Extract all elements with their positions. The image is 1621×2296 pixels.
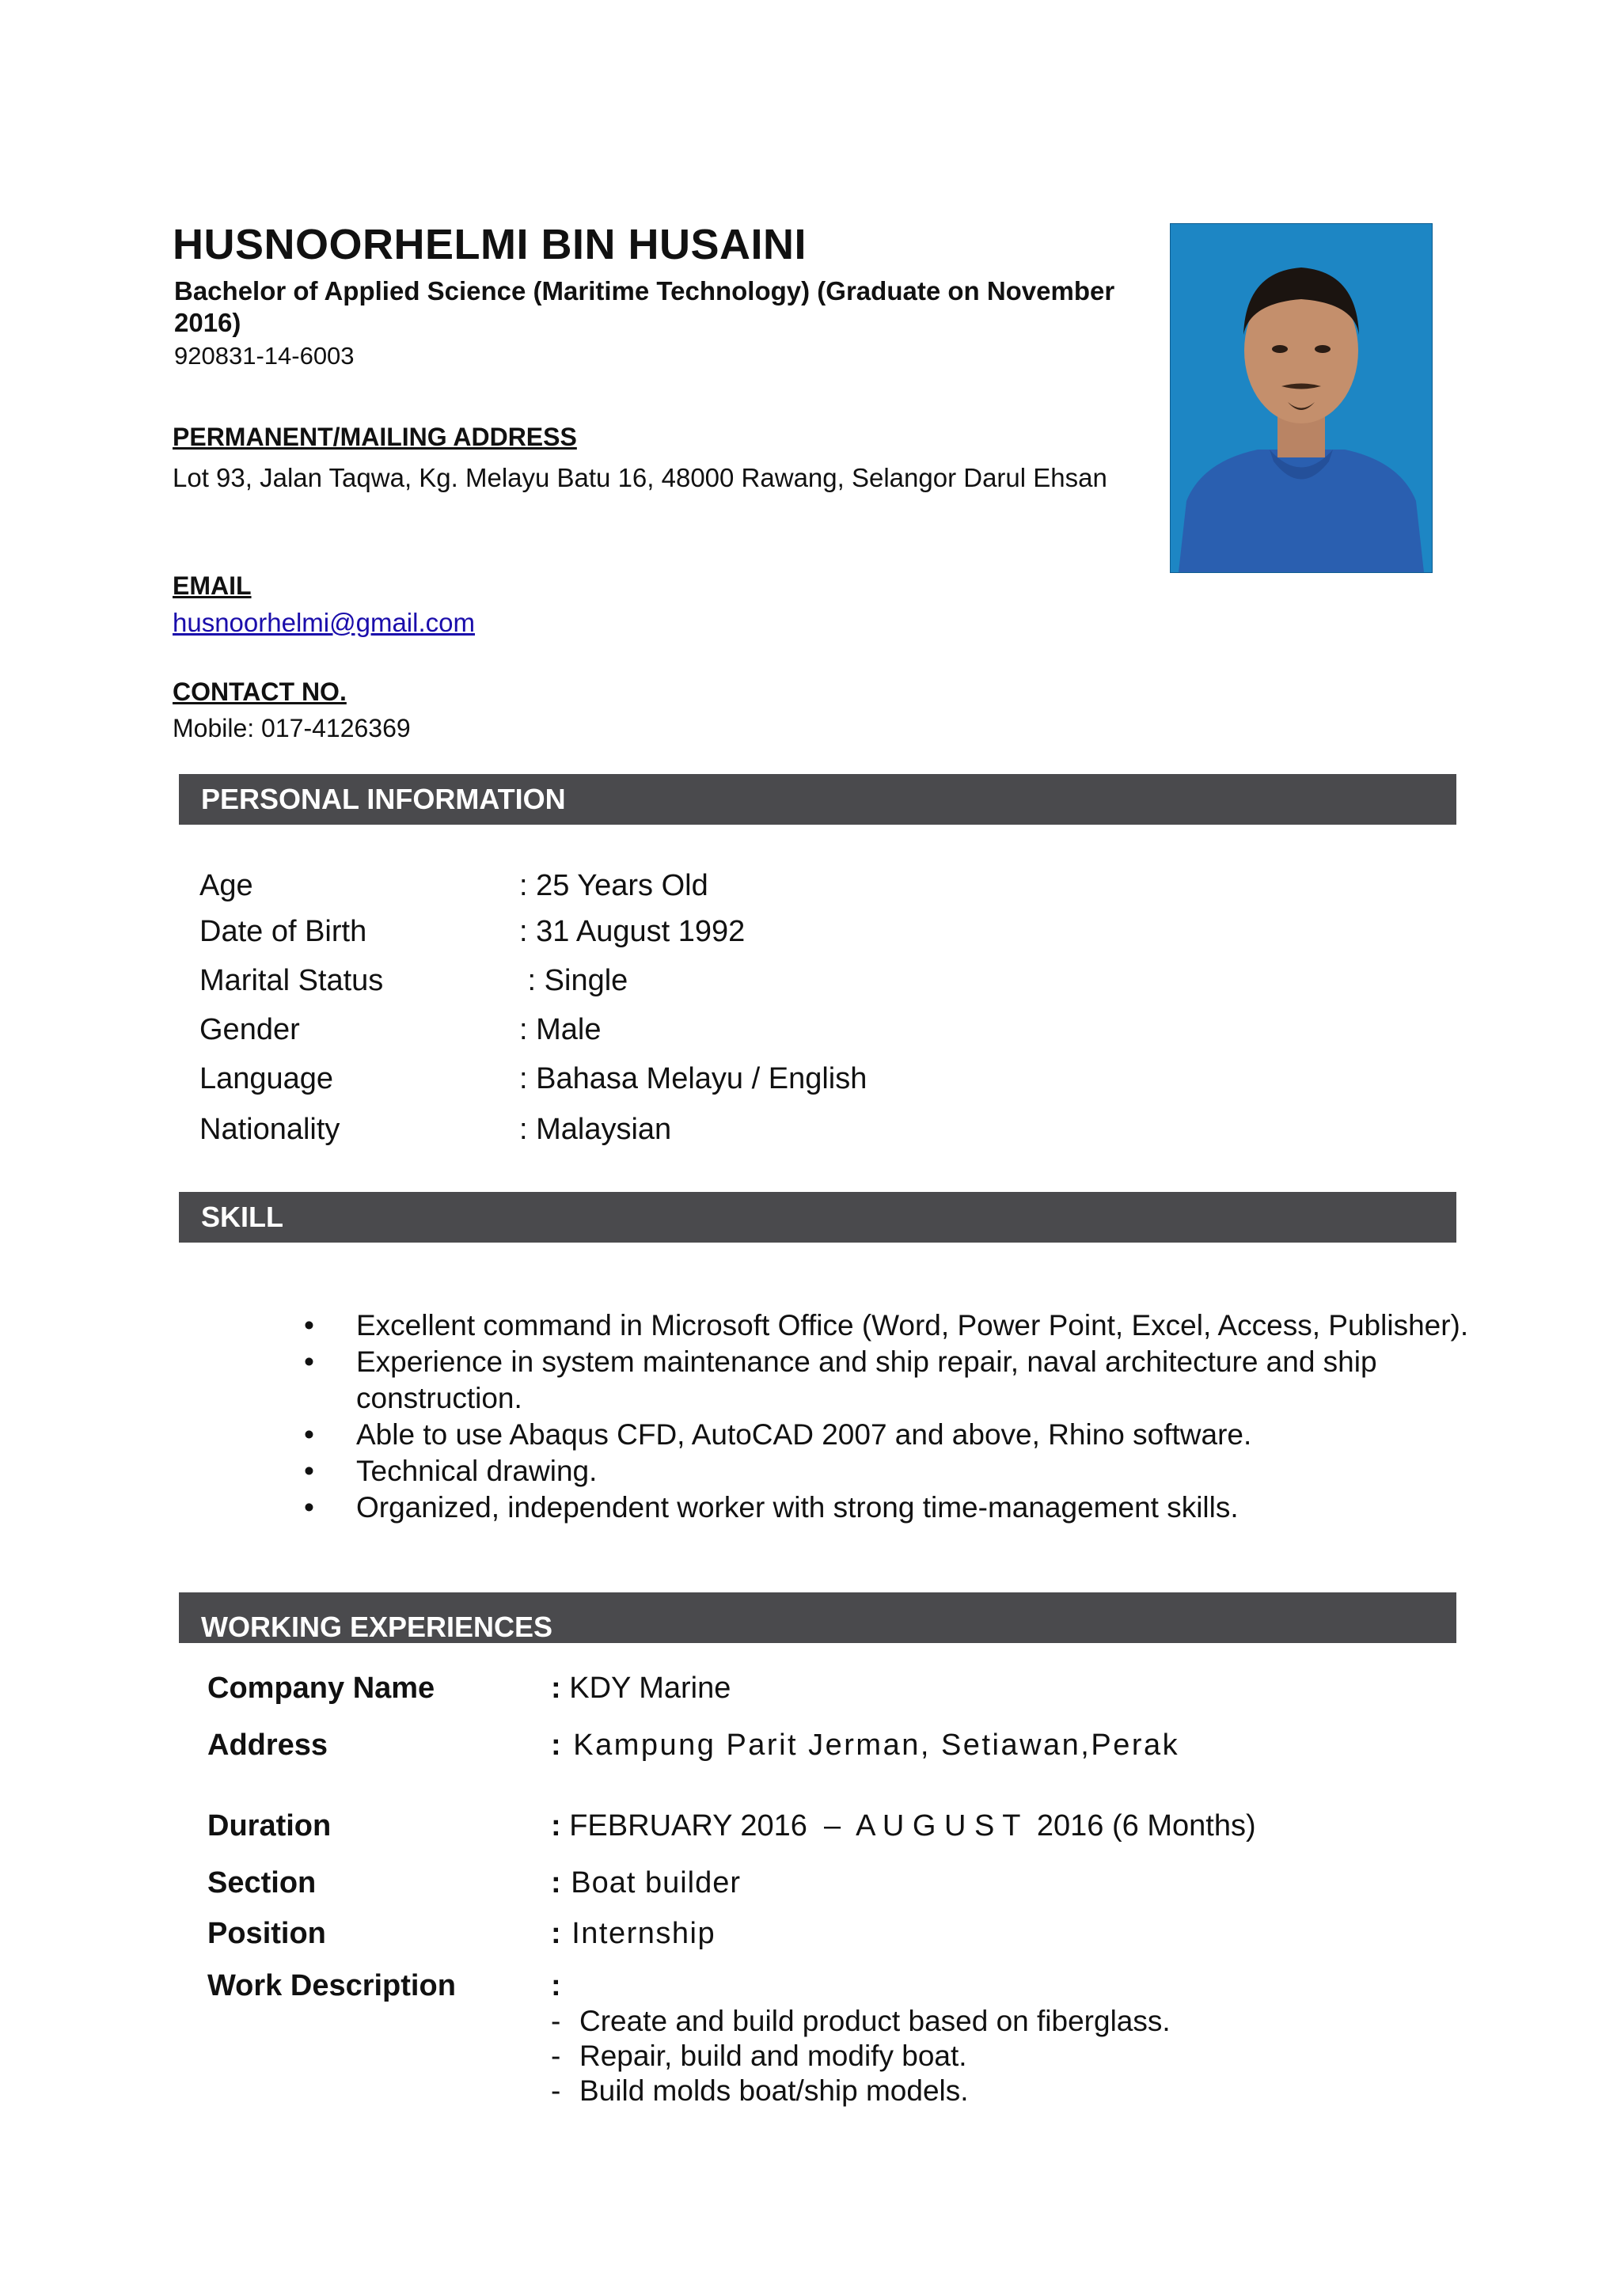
info-row-nationality [199, 1113, 1387, 1152]
work-value: : KDY Marine [551, 1672, 731, 1705]
email-link[interactable]: husnoorhelmi@gmail.com [173, 608, 475, 637]
work-colon: : [551, 1969, 561, 2002]
person-portrait-icon [1171, 224, 1432, 572]
info-value: : 25 Years Old [519, 869, 708, 902]
profile-photo [1170, 223, 1433, 573]
email-heading: EMAIL [173, 571, 252, 600]
work-label: Duration [207, 1809, 332, 1842]
work-value: : Kampung Parit Jerman, Setiawan,Perak [551, 1729, 1180, 1762]
work-description-list [551, 2004, 1501, 2108]
info-row-language [199, 1062, 1387, 1102]
info-value: : 31 August 1992 [519, 915, 746, 948]
section-bar-work: WORKING EXPERIENCES [179, 1592, 1456, 1643]
work-label: Work Description [207, 1969, 456, 2002]
dash-icon: - [551, 2074, 561, 2107]
info-row-marital [199, 964, 1387, 1004]
info-value: : Malaysian [519, 1113, 672, 1146]
list-item: • Experience in system maintenance and ship repair, naval architecture and ship construction. [304, 1345, 1377, 1414]
work-label: Address [207, 1729, 328, 1762]
list-item: - Create and build product based on fiberglass. [551, 2005, 1171, 2037]
info-row-dob [199, 915, 1387, 954]
work-value: : Internship [551, 1917, 716, 1950]
list-item: • Able to use Abaqus CFD, AutoCAD 2007 and above, Rhino software. [304, 1417, 1523, 1453]
list-item: - Repair, build and modify boat. [551, 2040, 967, 2072]
work-value: : Boat builder [551, 1866, 742, 1899]
work-label: Company Name [207, 1672, 435, 1705]
address-text: Lot 93, Jalan Taqwa, Kg. Melayu Batu 16, 48000 Rawang, Selangor Darul Ehsan [173, 463, 1107, 492]
info-value: : Bahasa Melayu / English [519, 1062, 867, 1095]
list-item: • Excellent command in Microsoft Office (Word, Power Point, Excel, Access, Publisher). [304, 1307, 1523, 1344]
bullet-icon: • [304, 1345, 314, 1378]
candidate-name: HUSNOORHELMI BIN HUSAINI [173, 221, 807, 268]
work-label: Section [207, 1866, 317, 1899]
bullet-icon: • [304, 1455, 314, 1487]
info-label: Nationality [199, 1113, 340, 1146]
ic-number: 920831-14-6003 [174, 342, 355, 370]
dash-icon: - [551, 2005, 561, 2037]
info-label: Gender [199, 1013, 300, 1046]
info-value: : Single [519, 964, 628, 997]
list-item: • Technical drawing. [304, 1453, 1523, 1490]
info-value: : Male [519, 1013, 602, 1046]
contact-heading: CONTACT NO. [173, 677, 347, 706]
work-label: Position [207, 1917, 326, 1950]
bullet-icon: • [304, 1491, 314, 1524]
info-row-age [199, 869, 1387, 909]
section-bar-personal: PERSONAL INFORMATION [179, 774, 1456, 825]
info-row-gender [199, 1013, 1387, 1053]
info-label: Age [199, 869, 253, 902]
skill-list [304, 1307, 1523, 1526]
dash-icon: - [551, 2040, 561, 2072]
info-label: Marital Status [199, 964, 384, 997]
address-heading: PERMANENT/MAILING ADDRESS [173, 423, 577, 451]
list-item: - Build molds boat/ship models. [551, 2074, 969, 2107]
degree-title: Bachelor of Applied Science (Maritime Technology) (Graduate on November 2016) [174, 276, 1115, 337]
contact-mobile: Mobile: 017-4126369 [173, 714, 411, 742]
work-value: : FEBRUARY 2016 – A U G U S T 2016 (6 Months) [551, 1809, 1256, 1842]
bullet-icon: • [304, 1309, 314, 1342]
list-item: • Organized, independent worker with strong time-management skills. [304, 1490, 1523, 1526]
section-bar-skill: SKILL [179, 1192, 1456, 1243]
info-label: Language [199, 1062, 334, 1095]
bullet-icon: • [304, 1418, 314, 1451]
info-label: Date of Birth [199, 915, 367, 948]
